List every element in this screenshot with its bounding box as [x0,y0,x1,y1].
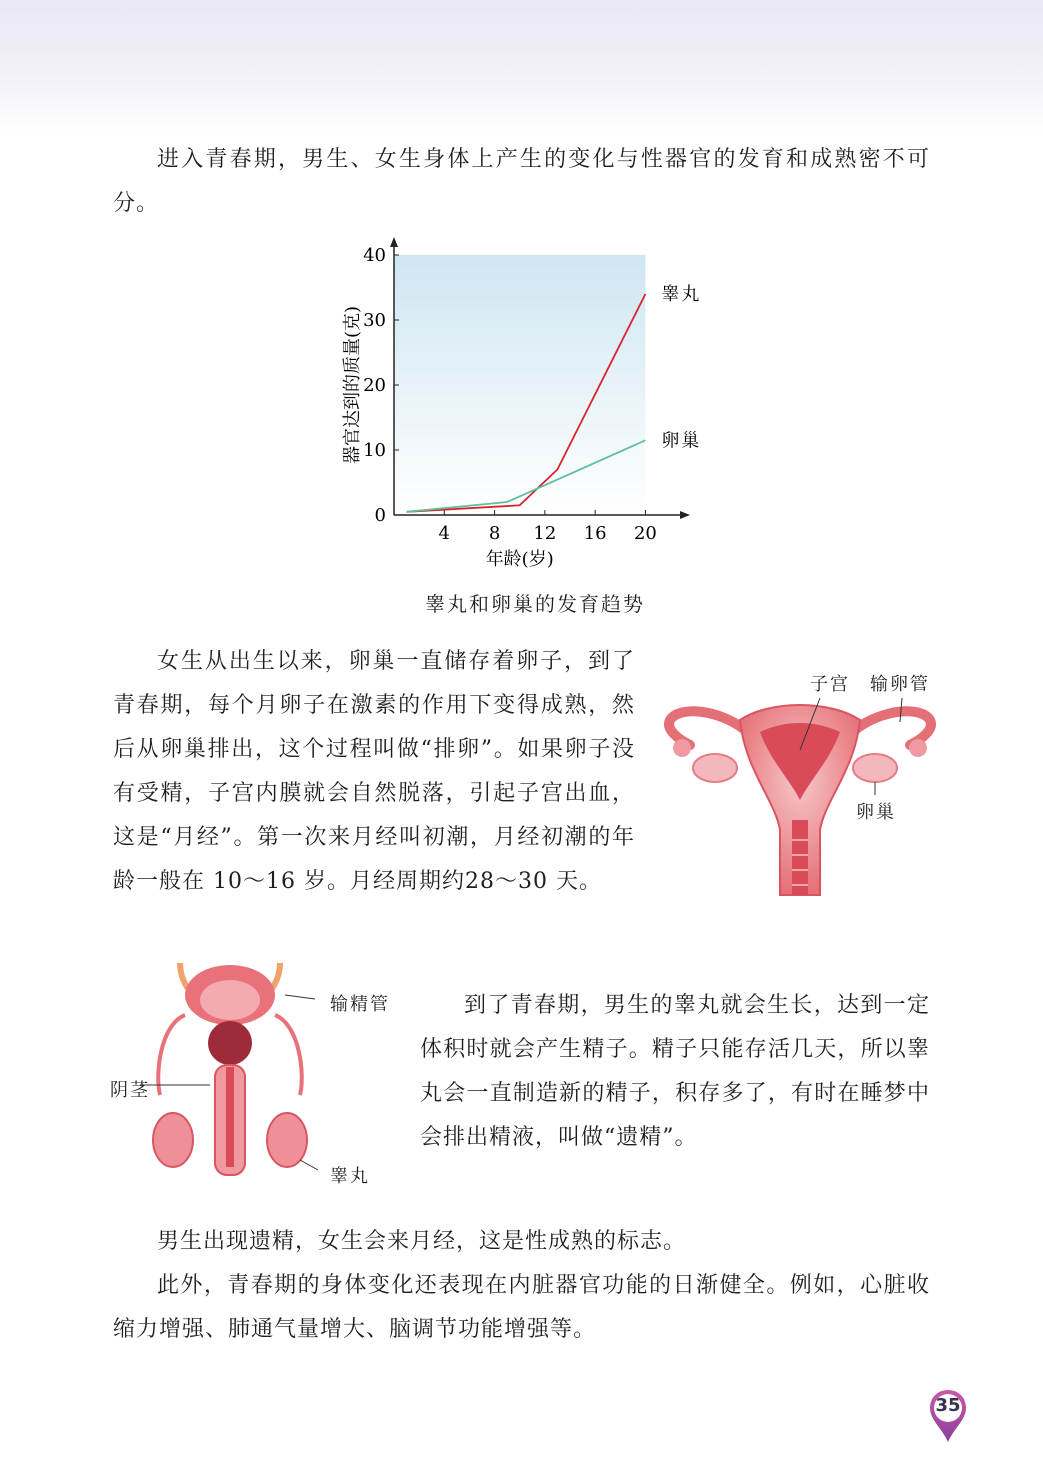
male-reproductive-illustration [140,955,320,1185]
female-paragraph: 女生从出生以来，卵巢一直储存着卵子，到了青春期，每个月卵子在激素的作用下变得成熟，然后从卵巢排出，这个过程叫做“排卵”。如果卵子没有受精，子宫内膜就会自然脱落，引起子宫出血，这是“月经”。第一次来月经叫初潮，月经初潮的年龄一般在 10～16 岁。月经周期约28～30 天。 [113,649,635,894]
x-tick-label: 20 [633,523,657,544]
y-tick-label: 30 [363,310,386,331]
organs-paragraph: 此外，青春期的身体变化还表现在内脏器官功能的日渐健全。例如，心脏收缩力增强、肺通气量增大、脑调节功能增强等。 [113,1273,930,1342]
y-tick-label: 0 [374,505,386,526]
oviduct-label: 输卵管 [870,674,930,695]
maturity-paragraph: 男生出现遗精，女生会来月经，这是性成熟的标志。 [157,1229,687,1254]
female-reproductive-illustration [660,660,940,910]
y-axis-arrow-icon [390,237,398,247]
y-tick-label: 20 [363,375,386,396]
chart-svg [330,228,730,578]
uterus-label: 子宫 [810,674,850,695]
page-number: 35 [935,1395,961,1416]
x-tick-label: 8 [488,523,501,544]
vas-deferens-label: 输精管 [330,994,390,1015]
y-tick-label: 40 [363,245,386,266]
series-label: 卵巢 [661,430,702,452]
y-axis-label: 器官达到的质量(克) [342,305,363,465]
x-axis-label: 年龄(岁) [485,549,554,570]
penis-label: 阴茎 [110,1080,150,1101]
ovary-label: 卵巢 [856,802,896,823]
x-tick-label: 12 [533,523,557,544]
x-tick-label: 4 [438,523,451,544]
male-paragraph: 到了青春期，男生的睾丸就会生长，达到一定体积时就会产生精子。精子只能存活几天，所以睾丸会一直制造新的精子，积存多了，有时在睡梦中会排出精液，叫做“遗精”。 [420,993,930,1150]
x-axis-arrow-icon [680,511,690,519]
intro-paragraph: 进入青春期，男生、女生身体上产生的变化与性器官的发育和成熟密不可分。 [113,147,930,216]
organ-growth-chart [330,228,730,578]
plot-background [394,255,645,515]
y-tick-label: 10 [363,440,386,461]
chart-caption: 睾丸和卵巢的发育趋势 [425,592,645,616]
page-header-band [0,0,1043,135]
testis-label: 睾丸 [330,1166,370,1187]
x-tick-label: 16 [583,523,607,544]
series-label: 睾丸 [661,284,702,305]
